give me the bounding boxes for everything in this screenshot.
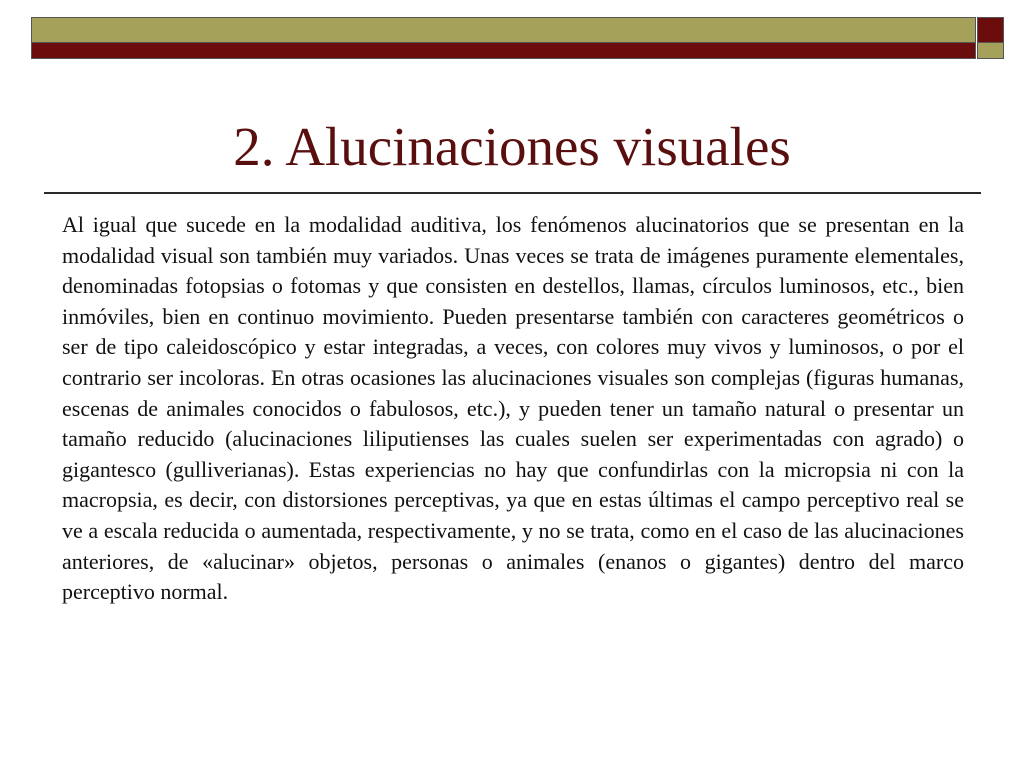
header-square-olive bbox=[977, 42, 1004, 59]
slide-title: 2. Alucinaciones visuales bbox=[233, 116, 791, 177]
header-square-maroon bbox=[977, 17, 1004, 43]
header-band-olive bbox=[31, 17, 976, 43]
title-divider bbox=[44, 192, 981, 194]
header-band-maroon bbox=[31, 42, 976, 59]
slide-body-text: Al igual que sucede en la modalidad auditiva, los fenómenos alucinatorios que se presentan en la modalidad visual son también muy variados. Unas veces se trata de imágenes puramente elementales, denominadas fotopsias o fotomas y que consisten en destellos, llamas, círculos luminosos, etc., bien inmóviles, bien en continuo movimiento. Pueden presentarse también con caracteres geométricos o ser de tipo caleidoscópico y estar integradas, a veces, con colores muy vivos y luminosos, o por el contrario ser incoloras. En otras ocasiones las alucinaciones visuales son complejas (figuras humanas, escenas de animales conocidos o fabulosos, etc.), y pueden tener un tamaño natural o presentar un tamaño reducido (alucinaciones liliputienses las cuales suelen ser experimentadas con agrado) o gigantesco (gulliverianas). Estas experiencias no hay que confundirlas con la micropsia ni con la macropsia, es decir, con distorsiones perceptivas, ya que en estas últimas el campo perceptivo real se ve a escala reducida o aumentada, respectivamente, y no se trata, como en el caso de las alucinaciones anteriores, de «alucinar» objetos, personas o animales (enanos o gigantes) dentro del marco perceptivo normal. bbox=[62, 212, 964, 605]
